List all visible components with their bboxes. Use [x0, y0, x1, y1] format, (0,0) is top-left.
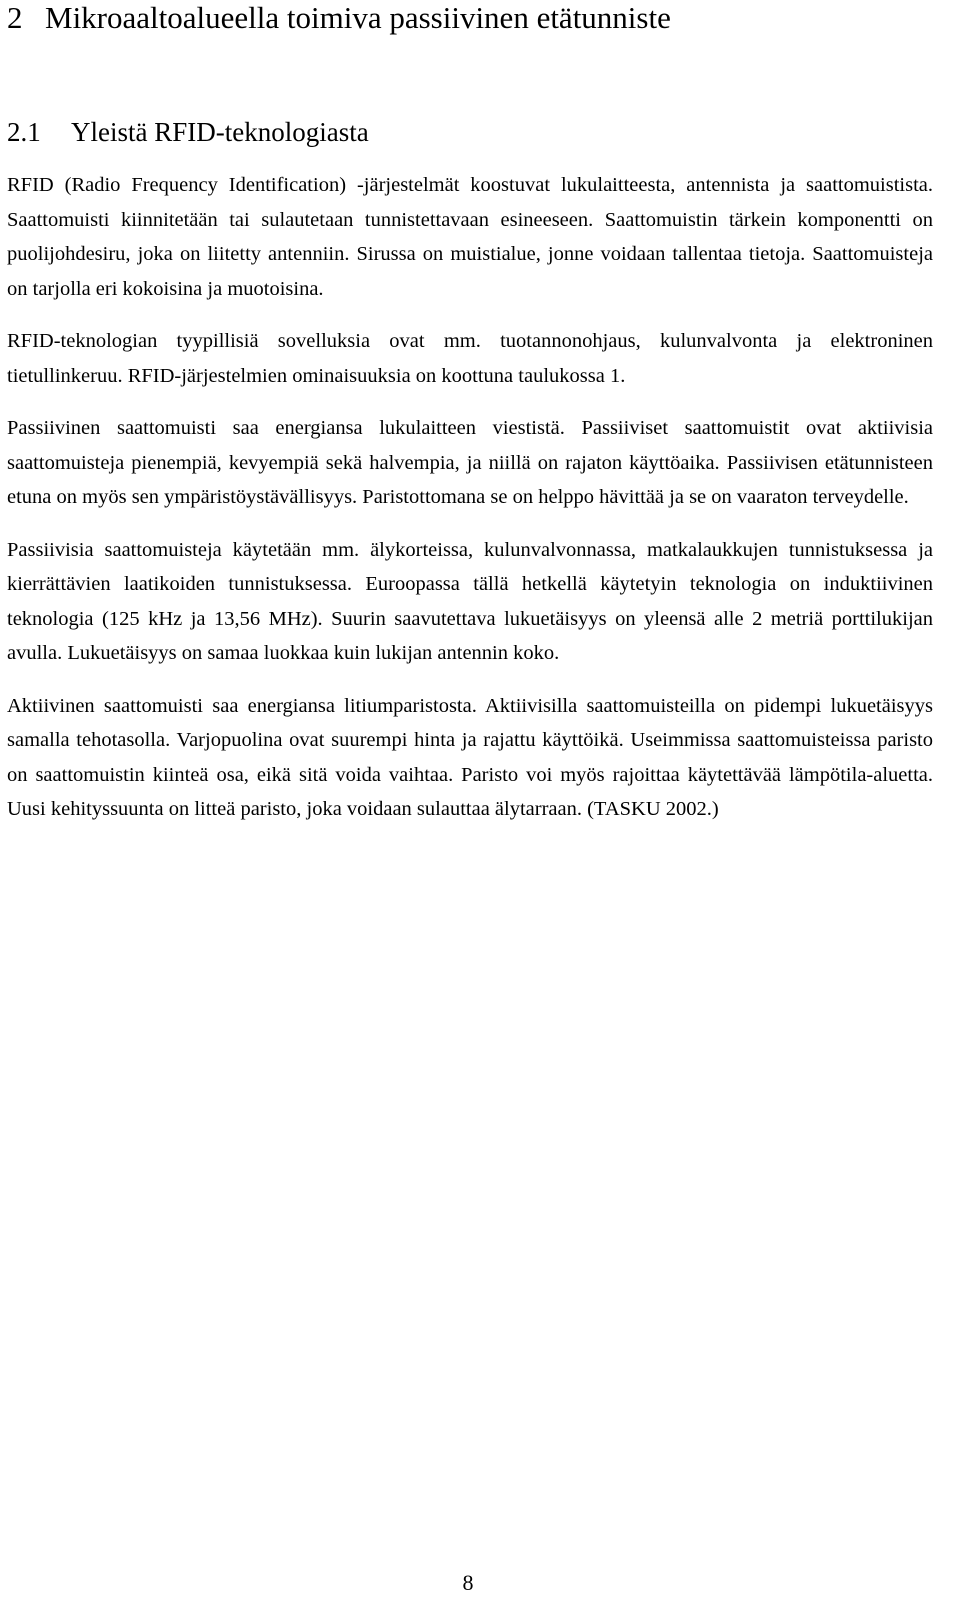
page-content [7, 0, 933, 827]
chapter-heading [7, 0, 933, 36]
page-number: 8 [462, 1570, 474, 1595]
chapter-title: Mikroaaltoalueella toimiva passiivinen etätunniste [45, 0, 671, 35]
chapter-number: 2 [7, 0, 23, 35]
paragraph-active-tags: Aktiivinen saattomuisti saa energiansa litiumparistosta. Aktiivisilla saattomuisteilla on pidempi lukuetäisyys samalla tehotasolla. Varjopuolina ovat suurempi hinta ja rajattu käyttöikä. Useimmissa saattomuisteissa paristo on saattomuistin kiinteä osa, eikä sitä voida vaihtaa. Paristo voi myös rajoittaa käytettävää lämpötila-aluetta. Uusi kehityssuunta on litteä paristo, joka voidaan sulauttaa älytarraan. (TASKU 2002.) [7, 694, 933, 820]
paragraph-passive-tags: Passiivinen saattomuisti saa energiansa lukulaitteen viestistä. Passiiviset saattomuistit ovat aktiivisia saattomuisteja pienempiä, kevyempiä sekä halvempia, ja niillä on rajaton käyttöaika. Passiivisen etätunnisteen etuna on myös sen ympäristöystävällisyys. Paristottomana se on helppo hävittää ja se on vaaraton terveydelle. [7, 417, 933, 508]
section-heading [7, 116, 933, 148]
paragraph-rfid-overview: RFID (Radio Frequency Identification) -järjestelmät koostuvat lukulaitteesta, antennista ja saattomuistista. Saattomuisti kiinnitetään tai sulautetaan tunnistettavaan esineeseen. Saattomuistin tärkein komponentti on puolijohdesiru, joka on liitetty antenniin. Sirussa on muistialue, jonne voidaan tallentaa tietoja. Saattomuisteja on tarjolla eri kokoisina ja muotoisina. [7, 174, 933, 300]
paragraph-passive-uses: Passiivisia saattomuisteja käytetään mm. älykorteissa, kulunvalvonnassa, matkalaukkujen tunnistuksessa ja kierrättävien laatikoiden tunnistuksessa. Euroopassa tällä hetkellä käytetyin teknologia on induktiivinen teknologia (125 kHz ja 13,56 MHz). Suurin saavutettava lukuetäisyys on yleensä alle 2 metriä porttilukijan avulla. Lukuetäisyys on samaa luokkaa kuin lukijan antennin koko. [7, 538, 933, 664]
paragraph-rfid-applications: RFID-teknologian tyypillisiä sovelluksia ovat mm. tuotannonohjaus, kulunvalvonta ja elektroninen tietullinkeruu. RFID-järjestelmien ominaisuuksia on koottuna taulukossa 1. [7, 330, 933, 387]
section-number: 2.1 [7, 117, 41, 147]
section-title: Yleistä RFID-teknologiasta [71, 117, 369, 147]
